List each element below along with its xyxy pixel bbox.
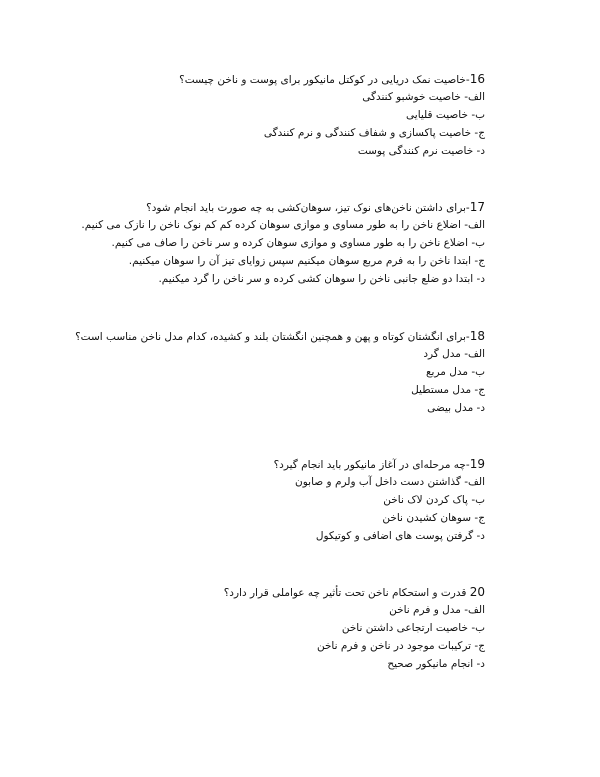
question-16	[65, 70, 485, 160]
option-d: د- گرفتن پوست های اضافی و کوتیکول	[315, 530, 485, 542]
question-text: -برای داشتن ناخن‌های نوک تیز، سوهان‌کشی به چه صورت باید انجام شود؟	[146, 202, 470, 214]
option-c: ج- سوهان کشیدن ناخن	[382, 512, 485, 524]
question-text: -چه مرحله‌ای در آغاز مانیکور باید انجام گیرد؟	[273, 459, 470, 471]
question-number: 16	[469, 72, 485, 86]
question-title	[65, 327, 485, 345]
question-18	[65, 327, 485, 417]
question-number: 19	[469, 457, 485, 471]
option-d: د- خاصیت نرم کنندگی پوست	[357, 145, 485, 157]
question-number: 17	[469, 200, 485, 214]
option-a: الف- گذاشتن دست داخل آب ولرم و صابون	[295, 476, 485, 488]
question-17	[65, 198, 485, 288]
option-b: ب- پاک کردن لاک ناخن	[383, 494, 485, 506]
option-a: الف- خاصیت خوشبو کنندگی	[362, 91, 485, 103]
option-b: ب- خاصیت ارتجاعی داشتن ناخن	[341, 622, 485, 634]
option-c: ج- مدل مستطیل	[411, 384, 485, 396]
question-19	[65, 455, 485, 545]
option-a: الف- مدل و فرم ناخن	[389, 604, 485, 616]
question-text: -خاصیت نمک دریایی در کوکتل مانیکور برای پوست و ناخن چیست؟	[179, 74, 470, 86]
question-text: -برای انگشتان کوتاه و پهن و همچنین انگشتان بلند و کشیده، کدام مدل ناخن مناسب است؟	[75, 331, 470, 343]
option-d: د- مدل بیضی	[427, 402, 485, 414]
question-number: 20	[469, 585, 485, 599]
question-20	[65, 583, 485, 673]
question-title	[65, 455, 485, 473]
option-b: ب- خاصیت قلیایی	[406, 109, 485, 121]
option-a: الف- مدل گرد	[423, 348, 485, 360]
question-title	[65, 198, 485, 216]
question-text: قدرت و استحکام ناخن تحت تأثیر چه عواملی قرار دارد؟	[223, 587, 470, 599]
option-d: د- ابتدا دو ضلع جانبی ناخن را سوهان کشی کرده و سر ناخن را گرد میکنیم.	[158, 273, 485, 285]
option-b: ب- مدل مربع	[425, 366, 485, 378]
question-title	[65, 583, 485, 601]
option-c: ج- ابتدا ناخن را به فرم مربع سوهان میکنیم سپس زوایای تیز آن را سوهان میکنیم.	[128, 255, 485, 267]
question-number: 18	[469, 329, 485, 343]
option-c: ج- خاصیت پاکسازی و شفاف کنندگی و نرم کنندگی	[263, 127, 485, 139]
option-c: ج- ترکیبات موجود در ناخن و فرم ناخن	[316, 640, 485, 652]
option-a: الف- اضلاع ناخن را به طور مساوی و موازی سوهان کرده کم کم نوک ناخن را نازک می کنیم.	[81, 219, 485, 231]
question-title	[65, 70, 485, 88]
option-b: ب- اضلاع ناخن را به طور مساوی و موازی سوهان کرده و سر ناخن را صاف می کنیم.	[111, 237, 485, 249]
option-d: د- انجام مانیکور صحیح	[387, 658, 485, 670]
